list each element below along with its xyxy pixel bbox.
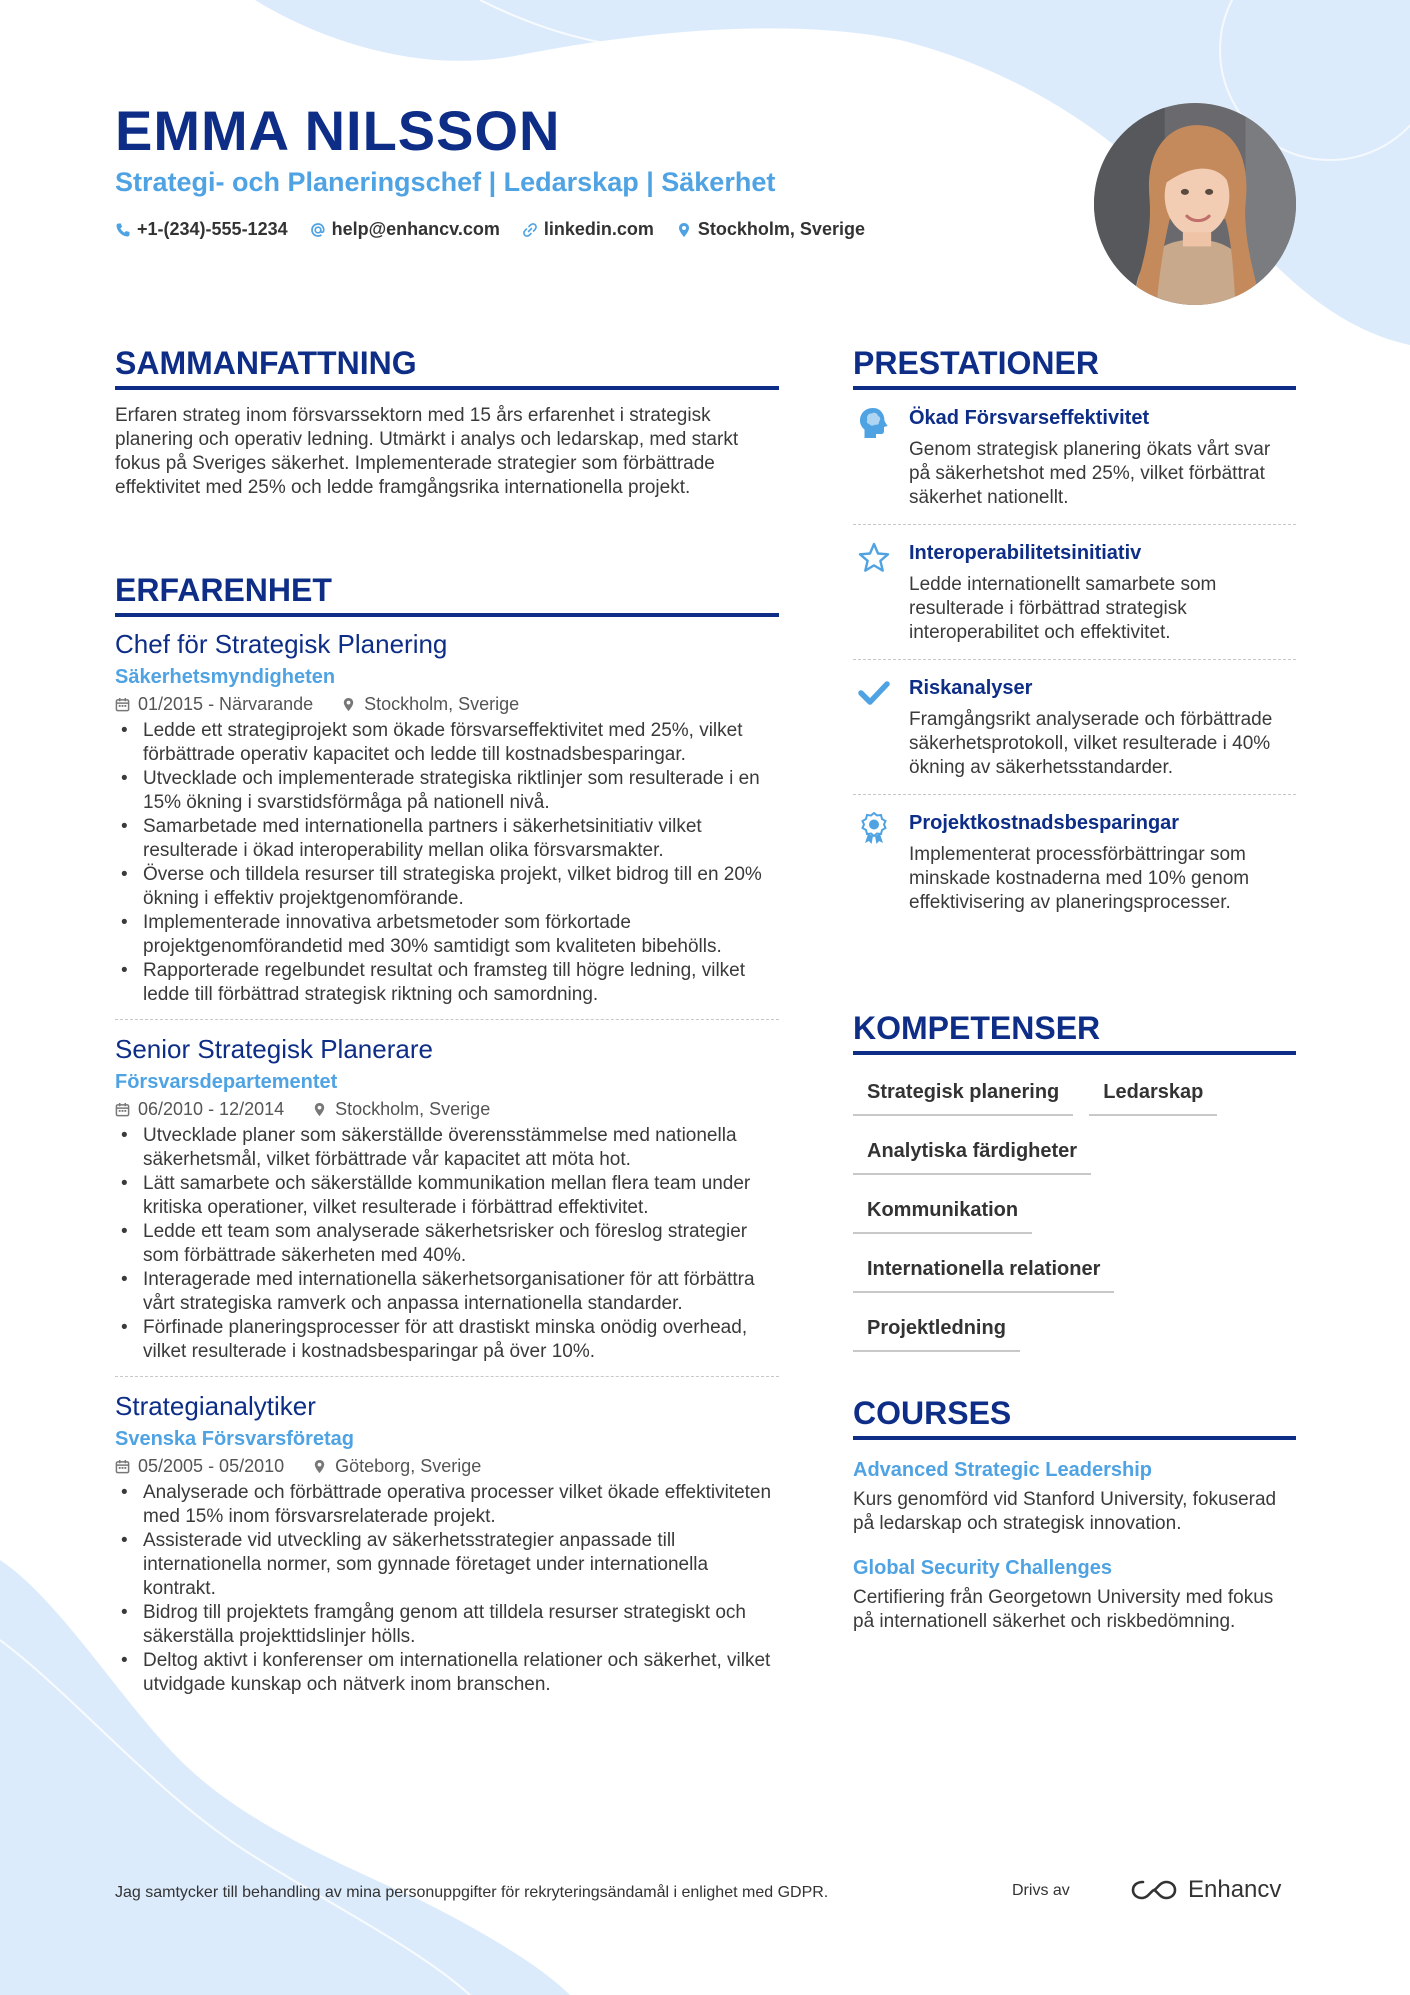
course-item	[853, 1456, 1296, 1536]
course-text: Certifiering från Georgetown University med fokus på internationell säkerhet och riskbedömning.	[853, 1587, 1274, 1632]
job-location-text: Göteborg, Sverige	[335, 1456, 482, 1476]
job-bullet: • Interagerade med internationella säkerhetsorganisationer för att förbättra vårt strategiska ramverk och anpassa internationella standarder.	[115, 1268, 779, 1316]
brand-name: Enhancv	[1188, 1876, 1282, 1903]
achievement-title: Ökad Försvarseffektivitet	[909, 407, 1150, 429]
location-icon	[312, 1459, 327, 1474]
job-location	[312, 1096, 490, 1122]
summary-text: Erfaren strateg inom försvarssektorn med 15 års erfarenhet i strategisk planering och operativ ledning. Utmärkt i analys och ledarskap, med starkt fokus på Sveriges säkerhet. Implementerade strategier som förbättrade effektivitet med 25% och ledde framgångsrika internationella projekt.	[115, 405, 739, 498]
location-icon	[341, 697, 356, 712]
job-company: Försvarsdepartementet	[115, 1071, 338, 1093]
skill-tag: Projektledning	[853, 1303, 1020, 1352]
job-meta	[115, 1453, 779, 1479]
job-bullet: • Utvecklade planer som säkerställde överensstämmelse med nationella säkerhetsmål, vilket förbättrade vår kapacitet att möta hot.	[115, 1124, 779, 1172]
job-bullet: • Implementerade innovativa arbetsmetoder som förkortade projektgenomförandetid med 30% samtidigt som kvaliteten bibehölls.	[115, 911, 779, 959]
job-location-text: Stockholm, Sverige	[335, 1099, 491, 1119]
skill-tag: Analytiska färdigheter	[853, 1126, 1091, 1175]
job-location-text: Stockholm, Sverige	[364, 694, 520, 714]
job-bullet: • Deltog aktivt i konferenser om internationella relationer och säkerhet, vilket utvidgade kunskap och nätverk inom branschen.	[115, 1649, 779, 1697]
checkmark-icon	[857, 676, 891, 710]
skill-tag: Ledarskap	[1089, 1067, 1217, 1116]
achievement-text: Framgångsrikt analyserade och förbättrade säkerhetsprotokoll, vilket resulterade i 40% ökning av säkerhetsstandarder.	[909, 709, 1273, 778]
skills-section	[853, 1010, 1296, 1362]
summary-section	[115, 345, 779, 500]
course-item	[853, 1554, 1296, 1634]
achievement-text: Genom strategisk planering ökats vårt svar på säkerhetshot med 25%, vilket förbättrat säkerhet nationellt.	[909, 439, 1271, 508]
candidate-headline: Strategi- och Planeringschef | Ledarskap | Säkerhet	[115, 167, 776, 197]
enhancv-logo[interactable]	[1130, 1876, 1281, 1904]
achievement-title: Riskanalyser	[909, 677, 1033, 699]
achievements-section	[853, 345, 1296, 929]
skill-tag: Strategisk planering	[853, 1067, 1073, 1116]
achievement-item	[853, 390, 1296, 525]
job-title: Senior Strategisk Planerare	[115, 1034, 433, 1064]
contact-email[interactable]	[310, 219, 500, 240]
job-dates	[115, 1096, 284, 1122]
job-dates-text: 01/2015 - Närvarande	[138, 694, 314, 714]
location-icon	[312, 1102, 327, 1117]
achievements-title: PRESTATIONER	[853, 345, 1296, 390]
brain-head-icon	[857, 406, 891, 440]
contact-location	[676, 219, 865, 240]
contact-linkedin-text: linkedin.com	[543, 219, 654, 239]
job-dates-text: 05/2005 - 05/2010	[138, 1456, 285, 1476]
award-ribbon-icon	[857, 811, 891, 845]
job-meta	[115, 1096, 779, 1122]
job-meta	[115, 691, 779, 717]
experience-title: ERFARENHET	[115, 572, 779, 617]
job-entry	[115, 1389, 779, 1709]
achievement-item	[853, 525, 1296, 660]
job-title: Strategianalytiker	[115, 1391, 316, 1421]
job-bullet: • Ledde ett team som analyserade säkerhetsrisker och föreslog strategier som förbättrade säkerheten med 40%.	[115, 1220, 779, 1268]
job-bullets	[115, 719, 779, 1007]
skills-title: KOMPETENSER	[853, 1010, 1296, 1055]
job-bullets	[115, 1481, 779, 1697]
skill-tag: Kommunikation	[853, 1185, 1032, 1234]
job-bullet: • Ledde ett strategiprojekt som ökade försvarseffektivitet med 25%, vilket förbättrade operativ kapacitet och ledde till kostnadsbesparingar.	[115, 719, 779, 767]
at-icon	[310, 222, 326, 238]
job-bullet: • Lätt samarbete och säkerställde kommunikation mellan flera team under kritiska operationer, vilket resulterade i förbättrad effektivitet.	[115, 1172, 779, 1220]
contact-phone-text: +1-(234)-555-1234	[137, 219, 288, 239]
job-entry	[115, 1032, 779, 1377]
skills-list	[853, 1067, 1296, 1362]
powered-by-label: Drivs av	[1012, 1882, 1070, 1899]
gdpr-consent: Jag samtycker till behandling av mina personuppgifter för rekryteringsändamål i enlighet med GDPR.	[115, 1884, 829, 1901]
job-company: Säkerhetsmyndigheten	[115, 666, 336, 688]
contact-row	[115, 219, 865, 240]
job-location	[341, 691, 519, 717]
calendar-icon	[115, 1102, 130, 1117]
job-bullet: • Utvecklade och implementerade strategiska riktlinjer som resulterade i en 15% ökning i svarstidsförmåga på nationell nivå.	[115, 767, 779, 815]
infinity-logo-icon	[1130, 1877, 1178, 1903]
location-icon	[676, 222, 692, 238]
achievement-text: Ledde internationellt samarbete som resulterade i förbättrad strategisk interoperabilitet och effektivitet.	[909, 574, 1217, 643]
course-title: Advanced Strategic Leadership	[853, 1459, 1152, 1481]
contact-phone[interactable]	[115, 219, 288, 240]
contact-linkedin[interactable]	[522, 219, 654, 240]
job-bullet: • Rapporterade regelbundet resultat och framsteg till högre ledning, vilket ledde till förbättrad strategisk riktning och samordning.	[115, 959, 779, 1007]
courses-section	[853, 1395, 1296, 1634]
job-bullet: • Assisterade vid utveckling av säkerhetsstrategier anpassade till internationella normer, som gynnade företaget under internationella kontrakt.	[115, 1529, 779, 1601]
phone-icon	[115, 222, 131, 238]
calendar-icon	[115, 697, 130, 712]
achievement-item	[853, 660, 1296, 795]
job-dates	[115, 1453, 284, 1479]
job-bullet: • Analyserade och förbättrade operativa processer vilket ökade effektiviteten med 15% inom försvarsrelaterade projekt.	[115, 1481, 779, 1529]
job-company: Svenska Försvarsföretag	[115, 1428, 355, 1450]
job-bullets	[115, 1124, 779, 1364]
candidate-name: EMMA NILSSON	[115, 99, 561, 162]
course-text: Kurs genomförd vid Stanford University, fokuserad på ledarskap och strategisk innovation.	[853, 1489, 1277, 1534]
job-dates	[115, 691, 313, 717]
job-bullet: • Förfinade planeringsprocesser för att drastiskt minska onödig overhead, vilket resulterade i kostnadsbesparingar på över 10%.	[115, 1316, 779, 1364]
job-bullet: • Samarbetade med internationella partners i säkerhetsinitiativ vilket resulterade i ökad interoperability mellan olika försvarsmakter.	[115, 815, 779, 863]
job-bullet: • Överse och tilldela resurser till strategiska projekt, vilket bidrog till en 20% ökning i effektiv projektgenomförande.	[115, 863, 779, 911]
achievement-title: Interoperabilitetsinitiativ	[909, 542, 1142, 564]
summary-title: SAMMANFATTNING	[115, 345, 779, 390]
course-title: Global Security Challenges	[853, 1557, 1112, 1579]
job-dates-text: 06/2010 - 12/2014	[138, 1099, 285, 1119]
skill-tag: Internationella relationer	[853, 1244, 1114, 1293]
achievement-title: Projektkostnadsbesparingar	[909, 812, 1180, 834]
contact-location-text: Stockholm, Sverige	[697, 219, 865, 239]
contact-email-text: help@enhancv.com	[331, 219, 500, 239]
calendar-icon	[115, 1459, 130, 1474]
star-icon	[857, 541, 891, 575]
experience-section	[115, 572, 779, 1721]
job-location	[312, 1453, 481, 1479]
job-entry	[115, 627, 779, 1020]
achievement-item	[853, 795, 1296, 929]
profile-photo	[1094, 103, 1296, 305]
courses-title: COURSES	[853, 1395, 1296, 1440]
link-icon	[522, 222, 538, 238]
job-bullet: • Bidrog till projektets framgång genom att tilldela resurser strategiskt och säkerställa projekttidslinjer hölls.	[115, 1601, 779, 1649]
job-title: Chef för Strategisk Planering	[115, 629, 448, 659]
achievement-text: Implementerat processförbättringar som minskade kostnaderna med 10% genom effektivisering av planeringsprocesser.	[909, 844, 1250, 913]
